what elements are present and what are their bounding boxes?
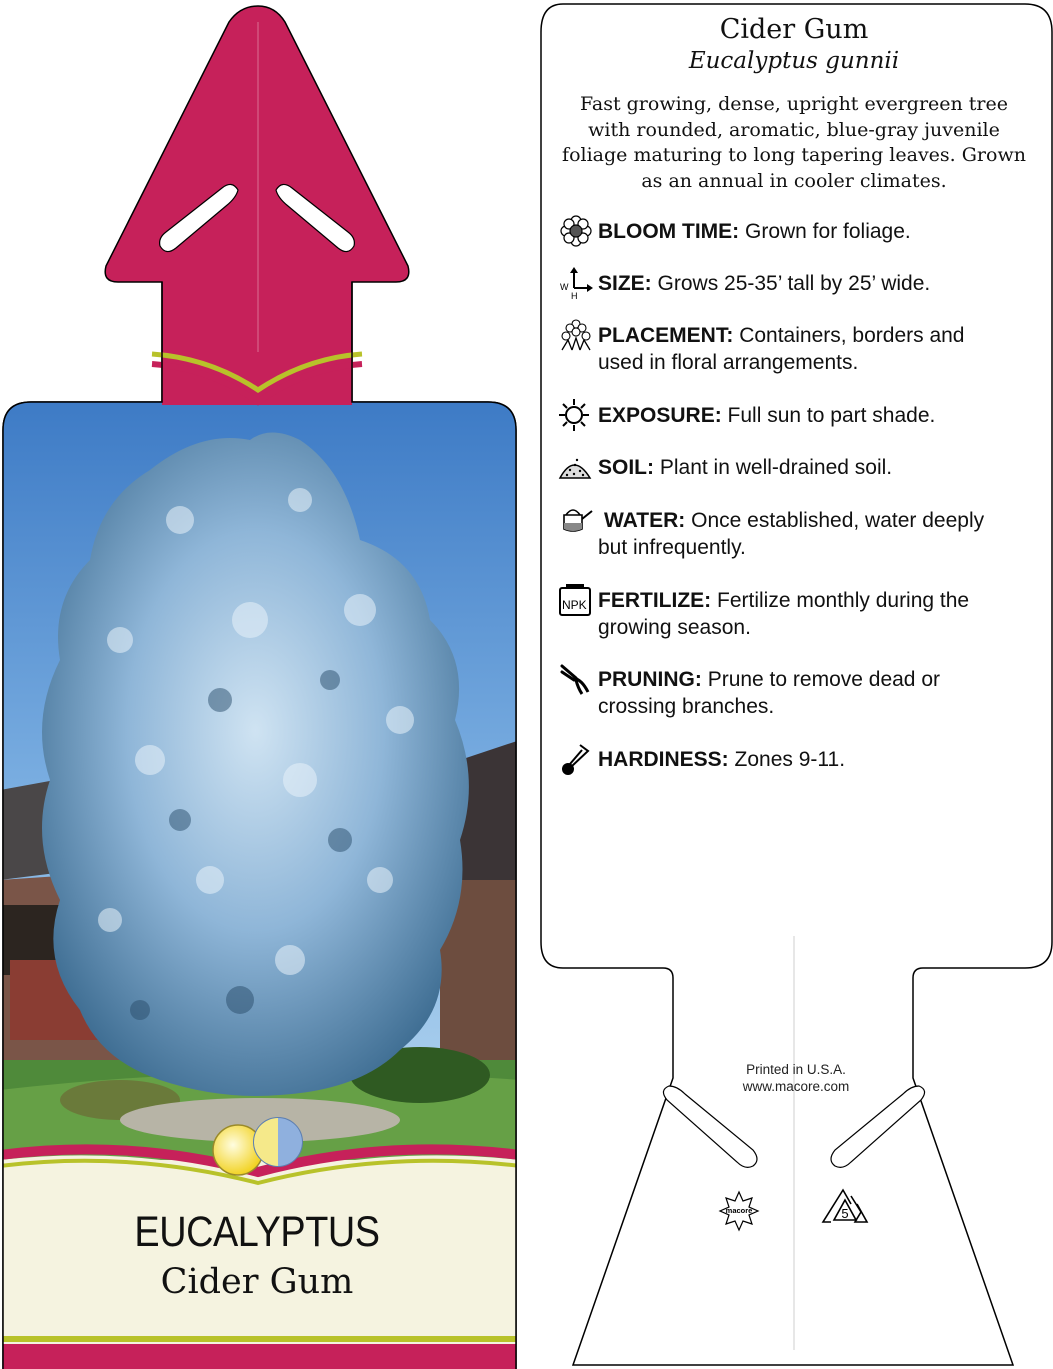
- size-arrows-icon: [558, 266, 594, 300]
- front-common-name: Cider Gum: [160, 1262, 354, 1302]
- sun-icon: [558, 398, 594, 432]
- front-tag: [0, 0, 520, 1369]
- fertilizer-npk-icon: [558, 583, 594, 617]
- svg-text:H: H: [571, 291, 578, 300]
- placement-flowers-icon: [558, 318, 594, 352]
- botanical-name: Eucalyptus gunnii: [688, 48, 900, 74]
- svg-text:NPK: NPK: [562, 598, 587, 612]
- flower-icon: [558, 214, 594, 248]
- front-genus-name: EUCALYPTUS: [134, 1208, 380, 1256]
- macore-logo-text: macore: [725, 1206, 753, 1215]
- recycle-number: 5: [841, 1206, 849, 1221]
- svg-text:W: W: [560, 282, 569, 292]
- website-label: www.macore.com: [742, 1079, 850, 1094]
- plant-photo: [0, 380, 520, 1180]
- thermometer-icon: [558, 742, 594, 776]
- back-common-name: Cider Gum: [719, 14, 869, 45]
- part-shade-icon: [254, 1118, 302, 1166]
- watering-can-icon: [558, 503, 594, 537]
- pruners-icon: [558, 662, 594, 696]
- printed-in-label: Printed in U.S.A.: [746, 1062, 846, 1077]
- soil-icon: [558, 450, 594, 484]
- plant-description: Fast growing, dense, upright evergreen tree with rounded, aromatic, blue-gray juvenile foliage maturing to long tapering leaves. Grown as an annual in cooler climates.: [562, 93, 1026, 192]
- front-tag-arrow: [105, 6, 409, 405]
